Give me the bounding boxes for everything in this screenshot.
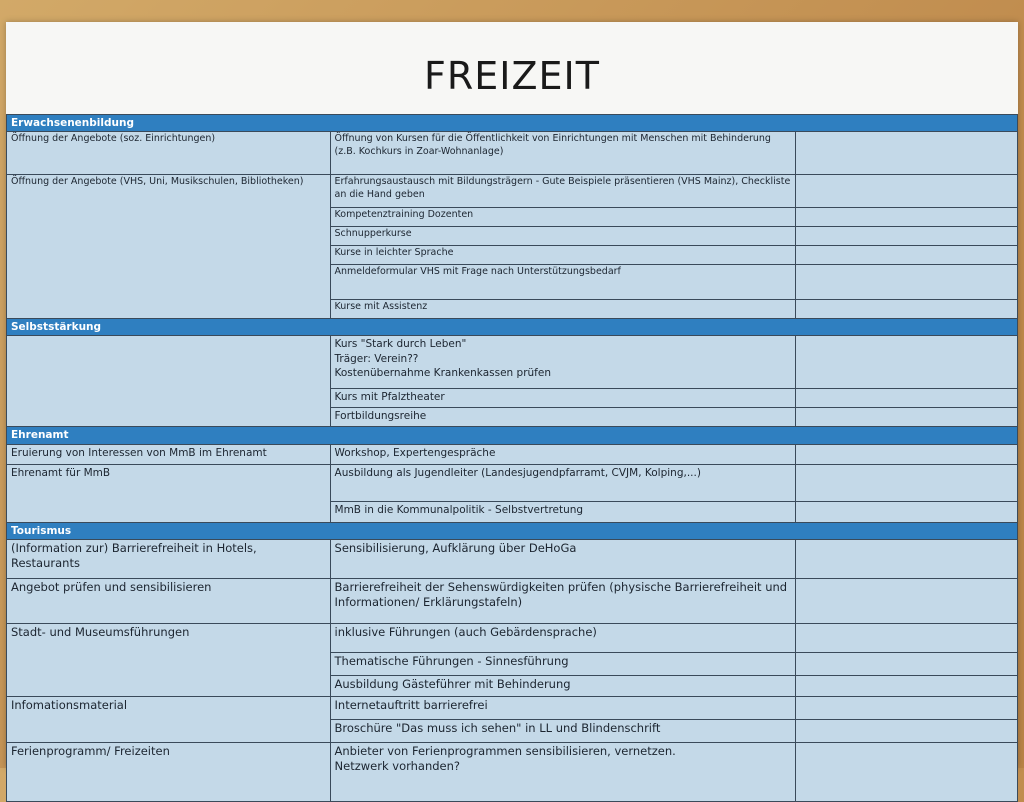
section-header-row: [7, 319, 1018, 336]
measure-cell: Kurse mit Assistenz: [330, 300, 795, 319]
empty-cell: [795, 578, 1017, 623]
measure-cell: Ausbildung als Jugendleiter (Landesjugendpfarramt, CVJM, Kolping,...): [330, 464, 795, 501]
empty-cell: [795, 175, 1017, 208]
empty-cell: [795, 336, 1017, 389]
topic-cell: Ehrenamt für MmB: [7, 464, 331, 522]
empty-cell: [795, 227, 1017, 246]
measure-cell: Öffnung von Kursen für die Öffentlichkeit von Einrichtungen mit Menschen mit Behinderung (z.B. Kochkurs in Zoar-Wohnanlage): [330, 132, 795, 175]
table-row: [7, 444, 1018, 464]
measure-cell: Anbieter von Ferienprogrammen sensibilisieren, vernetzen. Netzwerk vorhanden?: [330, 742, 795, 801]
table-row: [7, 539, 1018, 578]
table-row: [7, 696, 1018, 719]
section-header: Ehrenamt: [7, 427, 1018, 444]
topic-cell: Angebot prüfen und sensibilisieren: [7, 578, 331, 623]
page-title: FREIZEIT: [424, 54, 600, 98]
measure-cell: Kurs mit Pfalztheater: [330, 389, 795, 408]
topic-cell: Eruierung von Interessen von MmB im Ehrenamt: [7, 444, 331, 464]
measure-cell: Kurse in leichter Sprache: [330, 246, 795, 265]
topic-cell: Infomationsmaterial: [7, 696, 331, 742]
measure-cell: inklusive Führungen (auch Gebärdensprache): [330, 623, 795, 652]
topic-cell: [7, 336, 331, 427]
topic-cell: Öffnung der Angebote (VHS, Uni, Musikschulen, Bibliotheken): [7, 175, 331, 319]
measure-cell: Barrierefreiheit der Sehenswürdigkeiten prüfen (physische Barrierefreiheit und Informationen/ Erklärungstafeln): [330, 578, 795, 623]
section-header: Selbststärkung: [7, 319, 1018, 336]
table-body: [7, 115, 1018, 802]
table-row: [7, 578, 1018, 623]
empty-cell: [795, 408, 1017, 427]
measure-cell: Thematische Führungen - Sinnesführung: [330, 652, 795, 675]
topic-cell: (Information zur) Barrierefreiheit in Hotels, Restaurants: [7, 539, 331, 578]
measure-cell: Kompetenztraining Dozenten: [330, 208, 795, 227]
measure-cell: Schnupperkurse: [330, 227, 795, 246]
topic-cell: Stadt- und Museumsführungen: [7, 623, 331, 696]
section-header: Tourismus: [7, 522, 1018, 539]
empty-cell: [795, 652, 1017, 675]
empty-cell: [795, 208, 1017, 227]
table-row: [7, 132, 1018, 175]
empty-cell: [795, 389, 1017, 408]
section-header-row: [7, 522, 1018, 539]
topic-cell: Ferienprogramm/ Freizeiten: [7, 742, 331, 801]
measure-cell: Sensibilisierung, Aufklärung über DeHoGa: [330, 539, 795, 578]
measure-cell: Kurs "Stark durch Leben" Träger: Verein?? Kostenübernahme Krankenkassen prüfen: [330, 336, 795, 389]
measure-cell: Fortbildungsreihe: [330, 408, 795, 427]
measure-cell: Workshop, Expertengespräche: [330, 444, 795, 464]
paper-sheet: [6, 22, 1018, 774]
table-row: [7, 175, 1018, 208]
empty-cell: [795, 265, 1017, 300]
empty-cell: [795, 675, 1017, 696]
measure-cell: Erfahrungsaustausch mit Bildungsträgern - Gute Beispiele präsentieren (VHS Mainz), Checkliste an die Hand geben: [330, 175, 795, 208]
empty-cell: [795, 696, 1017, 719]
table-row: [7, 464, 1018, 501]
table-row: [7, 742, 1018, 801]
table-row: [7, 623, 1018, 652]
freizeit-table-area: [6, 114, 1018, 774]
section-header: Erwachsenenbildung: [7, 115, 1018, 132]
topic-cell: Öffnung der Angebote (soz. Einrichtungen): [7, 132, 331, 175]
empty-cell: [795, 719, 1017, 742]
section-header-row: [7, 427, 1018, 444]
empty-cell: [795, 742, 1017, 801]
measure-cell: MmB in die Kommunalpolitik - Selbstvertretung: [330, 501, 795, 522]
measure-cell: Anmeldeformular VHS mit Frage nach Unterstützungsbedarf: [330, 265, 795, 300]
empty-cell: [795, 464, 1017, 501]
empty-cell: [795, 444, 1017, 464]
table-row: [7, 336, 1018, 389]
empty-cell: [795, 132, 1017, 175]
freizeit-table: [6, 114, 1018, 802]
empty-cell: [795, 539, 1017, 578]
empty-cell: [795, 501, 1017, 522]
empty-cell: [795, 246, 1017, 265]
empty-cell: [795, 623, 1017, 652]
measure-cell: Broschüre "Das muss ich sehen" in LL und Blindenschrift: [330, 719, 795, 742]
section-header-row: [7, 115, 1018, 132]
measure-cell: Ausbildung Gästeführer mit Behinderung: [330, 675, 795, 696]
measure-cell: Internetauftritt barrierefrei: [330, 696, 795, 719]
empty-cell: [795, 300, 1017, 319]
